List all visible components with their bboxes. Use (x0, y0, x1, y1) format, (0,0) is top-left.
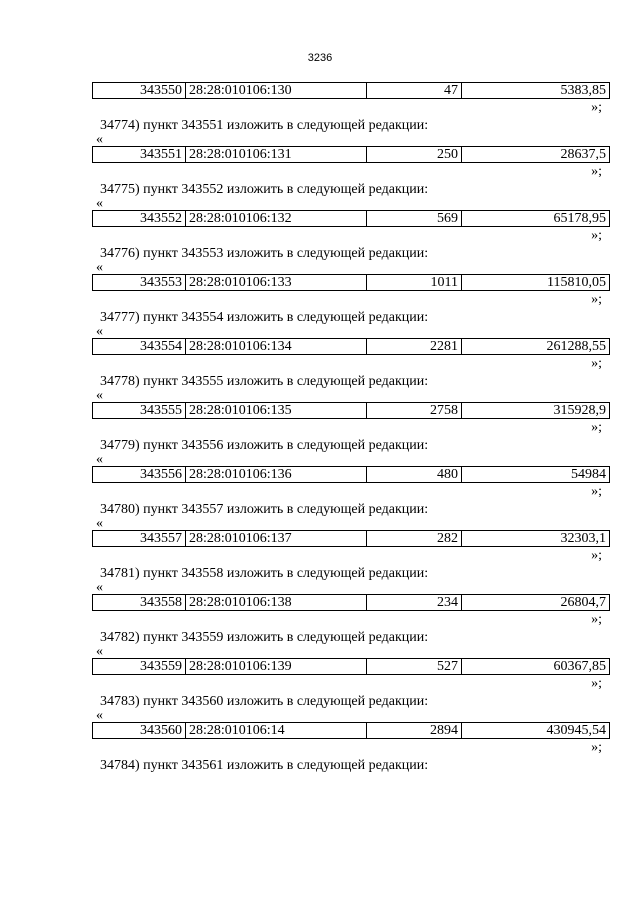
table-row (92, 402, 610, 419)
value-cell: 32303,1 (462, 531, 610, 547)
closing-quote-mark: »; (591, 548, 602, 563)
opening-quote-mark: « (96, 388, 103, 403)
item-number-cell: 343558 (93, 595, 186, 611)
cadastral-number-cell: 28:28:010106:139 (186, 659, 367, 675)
amendment-instruction: 34779) пункт 343556 изложить в следующей редакции: (100, 438, 429, 453)
table-row (92, 530, 610, 547)
value-cell: 60367,85 (462, 659, 610, 675)
item-number-cell: 343559 (93, 659, 186, 675)
amendment-instruction: 34782) пункт 343559 изложить в следующей редакции: (100, 630, 429, 645)
document-body (92, 82, 610, 774)
area-cell: 2281 (367, 339, 462, 355)
opening-quote-mark: « (96, 644, 103, 659)
item-number-cell: 343553 (93, 275, 186, 291)
table-row (92, 722, 610, 739)
value-cell: 28637,5 (462, 147, 610, 163)
opening-quote-mark: « (96, 452, 103, 467)
amendment-instruction: 34776) пункт 343553 изложить в следующей редакции: (100, 246, 429, 261)
closing-quote-mark: »; (591, 740, 602, 755)
item-number-cell: 343550 (93, 83, 186, 99)
amendment-instruction: 34778) пункт 343555 изложить в следующей редакции: (100, 374, 429, 389)
amendment-instruction: 34781) пункт 343558 изложить в следующей редакции: (100, 566, 429, 581)
closing-quote-mark: »; (591, 420, 602, 435)
area-cell: 569 (367, 211, 462, 227)
cadastral-number-cell: 28:28:010106:132 (186, 211, 367, 227)
cadastral-number-cell: 28:28:010106:138 (186, 595, 367, 611)
table-row (92, 338, 610, 355)
table-row (92, 146, 610, 163)
opening-quote-mark: « (96, 708, 103, 723)
item-number-cell: 343552 (93, 211, 186, 227)
opening-quote-mark: « (96, 196, 103, 211)
item-number-cell: 343557 (93, 531, 186, 547)
table-row (92, 466, 610, 483)
amendment-instruction: 34780) пункт 343557 изложить в следующей редакции: (100, 502, 429, 517)
page-number: 3236 (307, 52, 333, 64)
area-cell: 1011 (367, 275, 462, 291)
table-row (92, 82, 610, 99)
cadastral-number-cell: 28:28:010106:130 (186, 83, 367, 99)
cadastral-number-cell: 28:28:010106:136 (186, 467, 367, 483)
closing-quote-mark: »; (591, 484, 602, 499)
table-row (92, 274, 610, 291)
value-cell: 26804,7 (462, 595, 610, 611)
area-cell: 480 (367, 467, 462, 483)
value-cell: 261288,55 (462, 339, 610, 355)
amendment-instruction: 34783) пункт 343560 изложить в следующей редакции: (100, 694, 429, 709)
cadastral-number-cell: 28:28:010106:134 (186, 339, 367, 355)
table-row (92, 210, 610, 227)
cadastral-number-cell: 28:28:010106:135 (186, 403, 367, 419)
item-number-cell: 343554 (93, 339, 186, 355)
item-number-cell: 343560 (93, 723, 186, 739)
area-cell: 234 (367, 595, 462, 611)
cadastral-number-cell: 28:28:010106:14 (186, 723, 367, 739)
cadastral-number-cell: 28:28:010106:137 (186, 531, 367, 547)
closing-quote-mark: »; (591, 676, 602, 691)
area-cell: 2758 (367, 403, 462, 419)
area-cell: 2894 (367, 723, 462, 739)
opening-quote-mark: « (96, 516, 103, 531)
closing-quote-mark: »; (591, 100, 602, 115)
item-number-cell: 343551 (93, 147, 186, 163)
cadastral-number-cell: 28:28:010106:133 (186, 275, 367, 291)
closing-quote-mark: »; (591, 612, 602, 627)
value-cell: 5383,85 (462, 83, 610, 99)
closing-quote-mark: »; (591, 228, 602, 243)
area-cell: 527 (367, 659, 462, 675)
table-row (92, 658, 610, 675)
value-cell: 315928,9 (462, 403, 610, 419)
cadastral-number-cell: 28:28:010106:131 (186, 147, 367, 163)
closing-quote-mark: »; (591, 292, 602, 307)
amendment-instruction: 34784) пункт 343561 изложить в следующей редакции: (100, 758, 429, 773)
value-cell: 54984 (462, 467, 610, 483)
table-row (92, 594, 610, 611)
opening-quote-mark: « (96, 260, 103, 275)
value-cell: 65178,95 (462, 211, 610, 227)
amendment-instruction: 34777) пункт 343554 изложить в следующей редакции: (100, 310, 429, 325)
closing-quote-mark: »; (591, 164, 602, 179)
closing-quote-mark: »; (591, 356, 602, 371)
area-cell: 47 (367, 83, 462, 99)
amendment-instruction: 34775) пункт 343552 изложить в следующей редакции: (100, 182, 429, 197)
area-cell: 282 (367, 531, 462, 547)
area-cell: 250 (367, 147, 462, 163)
opening-quote-mark: « (96, 324, 103, 339)
value-cell: 430945,54 (462, 723, 610, 739)
value-cell: 115810,05 (462, 275, 610, 291)
item-number-cell: 343555 (93, 403, 186, 419)
amendment-instruction: 34774) пункт 343551 изложить в следующей редакции: (100, 118, 429, 133)
item-number-cell: 343556 (93, 467, 186, 483)
opening-quote-mark: « (96, 132, 103, 147)
opening-quote-mark: « (96, 580, 103, 595)
